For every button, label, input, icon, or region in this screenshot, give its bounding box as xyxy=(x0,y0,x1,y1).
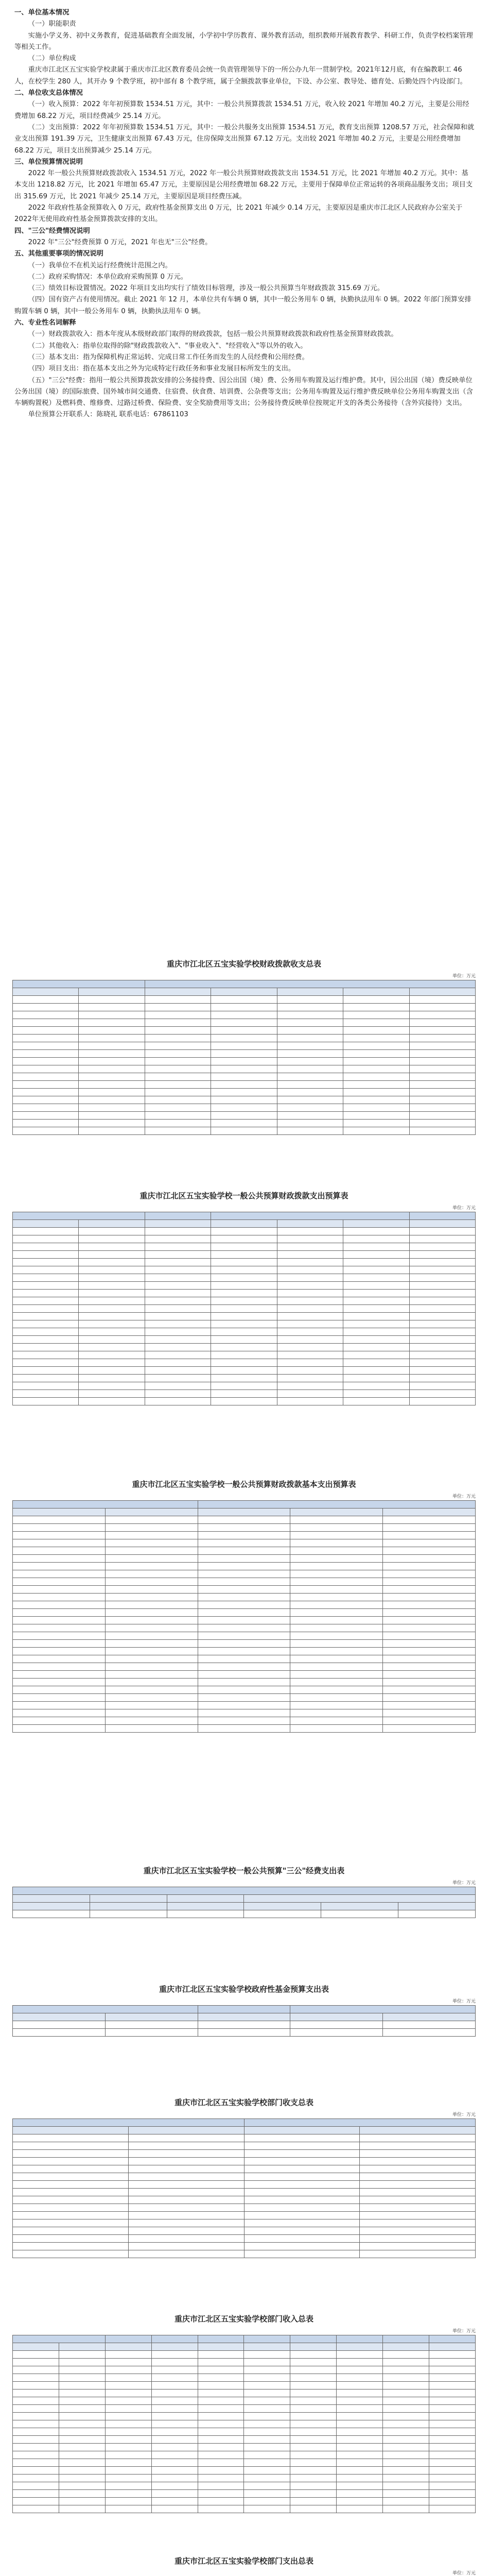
sub-title: （二）单位构成 xyxy=(28,55,76,63)
paragraph: （二）政府采购情况：本单位政府采购预算 0 万元。 xyxy=(28,273,188,281)
table-unit: 单位：万元 xyxy=(452,1999,476,2004)
paragraph: （一）收入预算：2022 年年初预算数 1534.51 万元，其中：一般公共预算拨款 1534.51 万元，收入较 2021 年增加 40.2 万元，主要是公用经费增加 68.22 万元，项目经费减少 25.14 万元。 xyxy=(14,100,469,120)
table-title: 重庆市江北区五宝实验学校部门收入总表 xyxy=(174,2314,313,2324)
table-gov-fund xyxy=(12,1984,476,2037)
paragraph: （二）其他收入：指单位取得的除"财政拨款收入"、"事业收入"、"经营收入"等以外的收入。 xyxy=(28,342,307,350)
table-unit: 单位：万元 xyxy=(452,2571,476,2576)
table-title: 重庆市江北区五宝实验学校部门支出总表 xyxy=(174,2556,313,2566)
paragraph: （四）国有资产占有使用情况。截止 2021 年 12 月，本单位共有车辆 0 辆，其中一般公务用车 0 辆，执勤执法用车 0 辆。2022 年部门预算安排购置车辆 0 辆，其中一般公务用车 0 辆，执勤执法用车 0 辆。 xyxy=(14,296,471,315)
paragraph: 2022 年一般公共预算财政拨款收入 1534.51 万元，2022 年一般公共预算财政拨款支出 1534.51 万元，比 2021 年增加 40.2 万元。其中：基本支出 1218.82 万元，比 2021 年增加 65.47 万元，主要原因是公用经费增加 68.22 万元，主要用于保障单位正常运转的各项商品服务支出；项目支出 315.69 万元，比 2021 年减少 25.14 万元，主要原因是项目经费压减。 xyxy=(14,170,473,200)
data-table xyxy=(12,1500,476,1733)
table-title: 重庆市江北区五宝实验学校一般公共预算"三公"经费支出表 xyxy=(143,1866,345,1875)
table-dept-income xyxy=(12,2313,476,2513)
data-table xyxy=(12,2119,476,2258)
disclosure-text xyxy=(14,7,475,421)
section-title: 一、单位基本情况 xyxy=(14,9,69,16)
section-title: 四、"三公"经费情况说明 xyxy=(14,227,90,235)
table-basic-expenditure xyxy=(12,1479,476,1733)
data-table xyxy=(12,980,476,1135)
paragraph: （五）"三公"经费：指用一般公共预算拨款安排的公务接待费、因公出国（境）费、公务用车购置及运行维护费。其中，因公出国（境）费反映单位公务出国（境）的国际旅费、国外城市间交通费、住宿费、伙食费、培训费、公杂费等支出；公务用车购置及运行维护费反映单位公务用车购置支出（含车辆购置税）及燃料费、维修费、过路过桥费、保险费、安全奖励费用等支出；公务接待费反映单位按规定开支的各类公务接待（含外宾接待）支出。 xyxy=(14,376,473,408)
table-dept-summary xyxy=(12,2097,476,2258)
table-title: 重庆市江北区五宝实验学校部门收支总表 xyxy=(174,2098,313,2107)
table-unit: 单位：万元 xyxy=(452,2112,476,2117)
paragraph: （一）财政拨款收入：指本年度从本级财政部门取得的财政拨款，包括一般公共预算财政拨款和政府性基金预算财政拨款。 xyxy=(28,330,398,338)
paragraph: 2022 年"三公"经费预算 0 万元，2021 年也无"三公"经费。 xyxy=(28,238,212,246)
paragraph: （二）支出预算：2022 年年初预算数 1534.51 万元，其中：一般公共服务支出预算 1534.51 万元，教育支出预算 1208.57 万元，社会保障和就业支出预算 191.39 万元，卫生健康支出预算 67.43 万元，住房保障支出预算 67.12 万元。支出较 2021 年增加 40.2 万元，主要是公用经费增加 68.22 万元，项目支出预算减少 25.14 万元。 xyxy=(14,123,475,155)
data-table xyxy=(12,1887,476,1918)
paragraph: （三）绩效目标设置情况。2022 年项目支出均实行了绩效目标管理，涉及一般公共预算当年财政拨款 315.69 万元。 xyxy=(28,284,384,293)
paragraph: 重庆市江北区五宝实验学校隶属于重庆市江北区教育委员会统一负责管理领导下的一所公办九年一贯制学校。2021年12月底，有在编教职工 46 人，在校学生 280 人，其开办 9 个教学班，初中部有 8 个教学班，属于全额拨款事业单位，下设、办公室、教导处、德育处、后勤处四个内设部门。 xyxy=(14,66,467,86)
section-title: 六、专业性名词解释 xyxy=(14,319,76,327)
section-title: 三、单位预算情况说明 xyxy=(14,158,83,166)
paragraph: （三）基本支出：指为保障机构正常运转、完成日常工作任务而发生的人员经费和公用经费。 xyxy=(28,353,309,361)
table-title: 重庆市江北区五宝实验学校一般公共预算财政拨款支出预算表 xyxy=(139,1191,348,1200)
contact-line: 单位预算公开联系人：陈晓礼 联系电话：67861103 xyxy=(28,411,188,419)
table-unit: 单位：万元 xyxy=(452,2329,476,2334)
table-title: 重庆市江北区五宝实验学校一般公共预算财政拨款基本支出预算表 xyxy=(132,1480,356,1489)
table-unit: 单位：万元 xyxy=(452,974,476,979)
table-fiscal-summary xyxy=(12,958,476,1135)
section-title: 二、单位收支总体情况 xyxy=(14,89,83,97)
paragraph: （一）我单位不在机关运行经费统计范围之内。 xyxy=(28,261,172,269)
data-table xyxy=(12,2335,476,2513)
table-unit: 单位：万元 xyxy=(452,1880,476,1886)
section-title: 五、其他重要事项的情况说明 xyxy=(14,250,103,258)
table-general-expenditure xyxy=(12,1190,476,1405)
table-title: 重庆市江北区五宝实验学校财政拨款收支总表 xyxy=(166,959,321,969)
paragraph: 2022 年政府性基金预算收入 0 万元，政府性基金预算支出 0 万元，比 2021 年减少 0.14 万元，主要原因是重庆市江北区人民政府办公室关于2022年无使用政府性基金预算拨款安排的支出。 xyxy=(14,204,463,224)
data-table xyxy=(12,1212,476,1405)
table-dept-expenditure xyxy=(12,2555,476,2576)
data-table xyxy=(12,2005,476,2037)
sub-title: （一）职能职责 xyxy=(28,20,76,28)
table-unit: 单位：万元 xyxy=(452,1206,476,1211)
paragraph: 实施小学义务、初中义务教育，促进基础教育全面发展，小学初中学历教育、课外教育活动，组织教师开展教育教学、科研工作，负责学校档案管理等相关工作。 xyxy=(14,31,473,51)
table-title: 重庆市江北区五宝实验学校政府性基金预算支出表 xyxy=(159,1985,329,1994)
paragraph: （四）项目支出：指在基本支出之外为完成特定行政任务和事业发展目标所发生的支出。 xyxy=(28,365,295,373)
table-unit: 单位：万元 xyxy=(452,1494,476,1499)
table-three-public xyxy=(12,1865,476,1918)
